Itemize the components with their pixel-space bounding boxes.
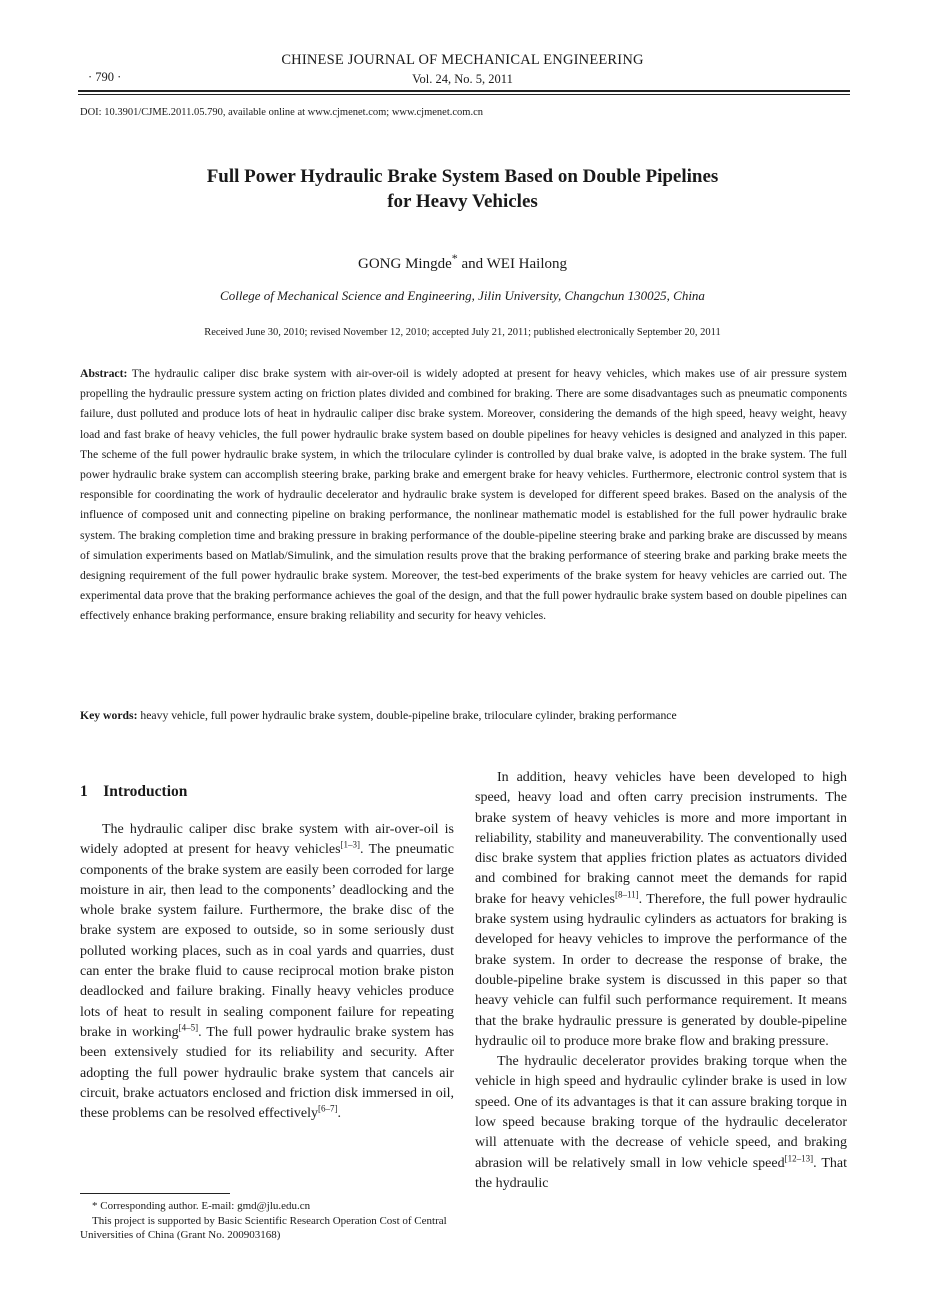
footnote-corresponding: * Corresponding author. E-mail: gmd@jlu.edu.cn xyxy=(92,1200,311,1212)
volume-issue: Vol. 24, No. 5, 2011 xyxy=(412,72,513,86)
text-run: The hydraulic decelerator provides braking torque when the vehicle in high speed and hydraulic cylinder brake is used in low speed. One of its advantages is that it can assure braking torque in low speed because braking torque of the hydraulic decelerator will attenuate with the decrease of vehicle speed, and braking abrasion will be relatively small in low vehicle speed xyxy=(475,1054,847,1171)
text-run: In addition, heavy vehicles have been developed to high speed, heavy load and often carry precision instruments. The brake system of heavy vehicles is more and more important in reliability, stability and maneuverability. The conventionally used disc brake system that applies friction plates as actuators divided and combined for braking cannot meet the demands for rapid brake for heavy vehicles xyxy=(475,770,847,907)
keywords-text: heavy vehicle, full power hydraulic brake system, double-pipeline brake, triloculare cylinder, braking performance xyxy=(137,709,677,722)
abstract-text: The hydraulic caliper disc brake system with air-over-oil is widely adopted at present for heavy vehicles, which makes use of air pressure system propelling the hydraulic pressure system acting on friction plates divided and combined for braking. There are some disadvantages such as pneumatic components failure, dust polluted and produce lots of heat in hydraulic caliper disc brake system. Moreover, considering the demands of the high speed, heavy weight, heavy load and fast brake of heavy vehicles, the full power hydraulic brake system based on double pipelines for heavy vehicles is designed and analyzed in this paper. The scheme of the full power hydraulic brake system, in which the triloculare cylinder is controlled by dual brake valve, is adopted in the brake system. The full power hydraulic brake system can accomplish steering brake, parking brake and emergent brake for heavy vehicles. Furthermore, electronic control system that is responsible for coordinating the work of hydraulic decelerator and hydraulic brake system is developed for different speed brakes. Based on the analysis of the influence of composed unit and connecting pipeline on braking performance, the nonlinear mathematic model is established for the full power hydraulic brake system. The braking completion time and braking pressure in braking performance of the double-pipeline steering brake and parking brake are discussed by means of simulation experiments based on Matlab/Simulink, and the simulation results prove that the braking performance of steering brake and parking brake meets the designing requirement of the full power hydraulic brake system. Moreover, the test-bed experiments of the brake system for heavy vehicles are carried out. The experimental data prove that the braking performance achieves the goal of the design, and that the full power hydraulic brake system based on double pipelines can effectively enhance braking performance, ensure braking reliability and security for heavy vehicles. xyxy=(80,367,847,623)
text-run: . The full power hydraulic brake system has been extensively studied for its reliability and security. After adopting the full power hydraulic brake system that cancels air circuit, brake actuators enclosed and friction disk immersed in oil, these problems can be resolved effectively xyxy=(80,1024,454,1122)
paper-title xyxy=(0,164,925,214)
journal-name: CHINESE JOURNAL OF MECHANICAL ENGINEERING xyxy=(281,52,644,68)
footnote-funding: This project is supported by Basic Scientific Research Operation Cost of Central Universities of China (Grant No. 200903168) xyxy=(80,1214,447,1241)
page-number: · 790 · xyxy=(88,70,122,84)
paragraph-3 xyxy=(475,1052,847,1194)
keywords-label: Key words: xyxy=(80,709,138,722)
author-first: GONG Mingde xyxy=(357,256,452,272)
citation-ref: [6–7] xyxy=(318,1103,338,1114)
keywords xyxy=(80,709,847,722)
author-rest: and WEI Hailong xyxy=(457,256,568,272)
footnotes xyxy=(80,1199,454,1243)
left-column xyxy=(80,820,454,1124)
paragraph-1 xyxy=(80,820,454,1124)
text-run: . xyxy=(337,1106,342,1122)
text-run: The hydraulic caliper disc brake system with air-over-oil is widely adopted at present for heavy vehicles xyxy=(80,822,454,858)
citation-ref: [12–13] xyxy=(784,1152,814,1163)
title-line-2: for Heavy Vehicles xyxy=(387,191,538,212)
abstract xyxy=(80,364,847,627)
abstract-label: Abstract: xyxy=(80,367,128,380)
right-column xyxy=(475,768,847,1194)
section-heading-introduction: 1 Introduction xyxy=(80,783,188,800)
affiliation: College of Mechanical Science and Engineering, Jilin University, Changchun 130025, China xyxy=(220,288,705,303)
citation-ref: [8–11] xyxy=(614,889,639,900)
paragraph-2 xyxy=(475,768,847,1052)
corresponding-mark: * xyxy=(451,251,458,265)
header-rule-thin xyxy=(78,94,850,95)
text-run: . The pneumatic components of the brake system are easily been corroded for large moisture in air, then lead to the components’ deadlocking and the whole brake system failure. Furthermore, the brake disc of the brake system are exposed to outside, so in some seriously dust polluted working places, such as in coal yards and quarries, dust can enter the brake fluid to cause reciprocal motion brake piston deadlocked and failure braking. Finally heavy vehicles produce lots of heat to result in sealing component failure for repeating brake in working xyxy=(80,842,455,1040)
citation-ref: [4–5] xyxy=(178,1022,199,1033)
header-rule-thick xyxy=(78,90,850,92)
text-run: . That the hydraulic xyxy=(475,1155,847,1191)
title-line-1: Full Power Hydraulic Brake System Based on Double Pipelines xyxy=(206,166,719,187)
citation-ref: [1–3] xyxy=(340,839,361,850)
authors xyxy=(0,251,925,273)
doi-line: DOI: 10.3901/CJME.2011.05.790, available online at www.cjmenet.com; www.cjmenet.com.cn xyxy=(80,107,483,118)
text-run: . Therefore, the full power hydraulic brake system using hydraulic cylinders as actuators for braking is developed for heavy vehicles to improve the performance of the brake system. In order to decrease the response of brake, the double-pipeline brake system is discussed in this paper so that heavy vehicle can fulfil such performance requirement. It means that the brake hydraulic pressure is generated by double-pipeline hydraulic oil to produce more brake flow and braking pressure. xyxy=(475,891,848,1049)
footnote-rule xyxy=(80,1193,230,1194)
received-dates: Received June 30, 2010; revised November 12, 2010; accepted July 21, 2011; published electronically September 20, 2011 xyxy=(204,327,721,338)
